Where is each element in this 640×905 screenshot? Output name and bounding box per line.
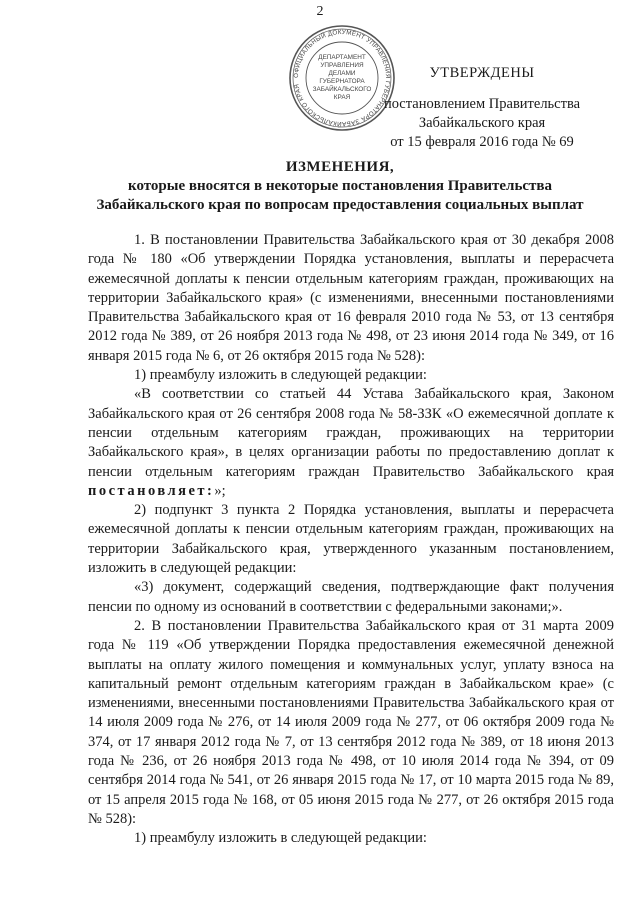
seal-center-line: ЗАБАЙКАЛЬСКОГО [312,86,372,93]
paragraph: 2. В постановлении Правительства Забайкальского края от 31 марта 2009 года № 119 «Об утверждении Порядка предоставления ежемесячной денежной выплаты на оплату жилого помещения и коммунальных услуг, уплату взноса на капитальный ремонт отдельным категориям граждан в Забайкальском крае» (с изменениями, внесенными постановлениями Правительства Забайкальского края от 14 июля 2009 года № 276, от 14 июля 2009 года № 277, от 06 октября 2009 года № 374, от 17 января 2012 года № 7, от 13 сентября 2012 года № 389, от 18 июня 2013 года № 236, от 26 ноября 2013 года № 498, от 10 июля 2014 года № 394, от 09 сентября 2014 года № 541, от 26 января 2015 года № 17, от 10 марта 2015 года № 89, от 15 апреля 2015 года № 168, от 05 июня 2015 года № 277, от 26 октября 2015 года № 528): [88,617,614,827]
paragraph: 1) преамбулу изложить в следующей редакции: [134,367,427,384]
paragraph-text: «В соответствии со статьей 44 Устава Забайкальского края, Законом Забайкальского края от 26 сентября 2008 года № 58-ЗЗК «О ежемесячной доплате к пенсии отдельным категориям граждан, проживающих на территории Забайкальского края», в целях организации работы по предоставлению доплат к пенсии отдельным категориям граждан Правительство Забайкальского края [88,386,614,480]
title-line: Забайкальского края по вопросам предоставления социальных выплат [96,197,584,213]
approval-block [372,64,592,152]
title-line: которые вносятся в некоторые постановления Правительства [128,178,552,194]
seal-center-line: УПРАВЛЕНИЯ [320,62,364,69]
approval-line: от 15 февраля 2016 года № 69 [390,134,574,150]
seal-center-line: ДЕЛАМИ [328,70,356,77]
paragraph: 2) подпункт 3 пункта 2 Порядка установления, выплаты и перерасчета ежемесячной доплаты к пенсии отдельным категориям граждан, проживающих на территории Забайкальского края, утвержденного указанным постановлением, изложить в следующей редакции: [88,502,614,577]
seal-ring-text: ОФИЦИАЛЬНЫЙ ДОКУМЕНТ УПРАВЛЕНИЯ ГУБЕРНАТОРА ЗАБАЙКАЛЬСКОГО КРАЯ [292,28,392,128]
document-title [60,158,620,215]
document-body [88,231,614,849]
resolution-word: постановляет: [88,482,215,499]
approval-heading: УТВЕРЖДЕНЫ [429,65,535,81]
seal-center-line: ДЕПАРТАМЕНТ [318,54,366,61]
paragraph-text: »; [214,482,226,499]
approval-line: Забайкальского края [418,115,546,131]
seal-center-line: ГУБЕРНАТОРА [319,78,365,85]
approval-line: постановлением Правительства [383,96,581,112]
paragraph: 1. В постановлении Правительства Забайкальского края от 30 декабря 2008 года № 180 «Об утверждении Порядка установления, выплаты и перерасчета ежемесячной доплаты к пенсии отдельным категориям граждан, проживающих на территории Забайкальского края» (с изменениями, внесенными постановлениями Правительства Забайкальского края от 16 февраля 2010 года № 53, от 13 сентября 2012 года № 389, от 26 ноября 2013 года № 498, от 23 июня 2014 года № 349, от 16 января 2015 года № 6, от 26 октября 2015 года № 528): [88,232,614,364]
paragraph: 1) преамбулу изложить в следующей редакции: [134,830,427,847]
seal-center-line: КРАЯ [333,94,351,101]
title-main: ИЗМЕНЕНИЯ, [285,159,395,175]
paragraph: «3) документ, содержащий сведения, подтверждающие факт получения пенсии по одному из оснований в соответствии с федеральными законами;». [88,579,614,615]
page-number: 2 [316,4,324,19]
paragraph [88,385,614,501]
